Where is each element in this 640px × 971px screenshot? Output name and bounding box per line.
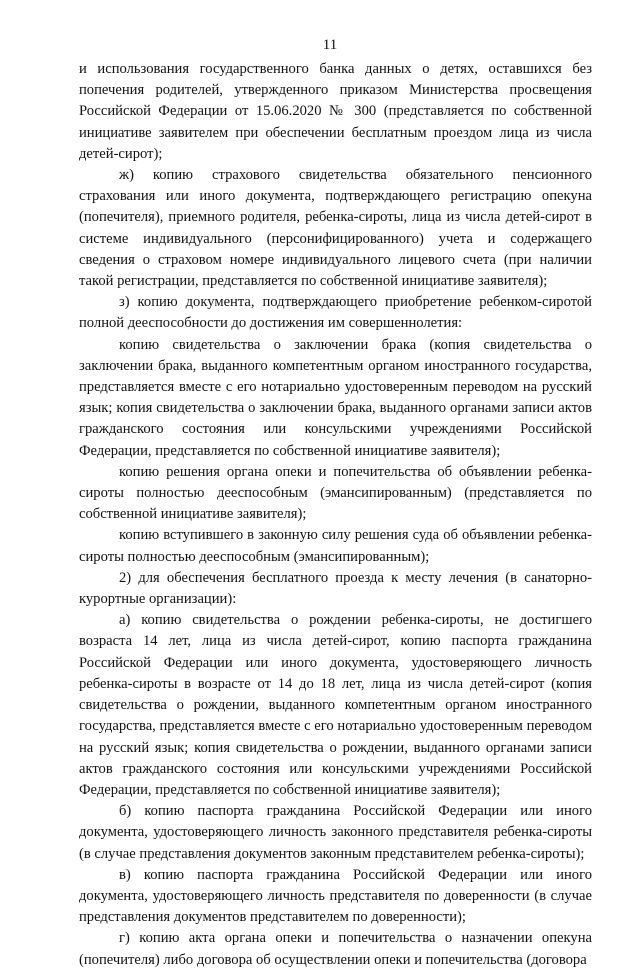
paragraph: копию решения органа опеки и попечительства об объявлении ребенка-сироты полностью дееспособным (эмансипированным) (представляется по собственной инициативе заявителя); [79, 463, 592, 523]
paragraph-item-g: г) копию акта органа опеки и попечительства о назначении опекуна (попечителя) либо договора об осуществлении опеки и попечительства (договора [79, 930, 592, 968]
document-body [79, 59, 592, 971]
paragraph-item-a: а) копию свидетельства о рождении ребенка-сироты, не достигшего возраста 14 лет, лица из числа детей-сирот, копию паспорта гражданина Российской Федерации или иного документа, удостоверяющего личность ребенка-сироты в возрасте от 14 до 18 лет, лица из числа детей-сирот (копия свидетельства о рождении, выданного компетентным органом иностранного государства, представляется вместе с его нотариально удостоверенным переводом на русский язык; копия свидетельства о рождении, выданного органами записи актов гражданского состояния или консульскими учреждениями Российской Федерации, представляется по собственной инициативе заявителя); [79, 612, 592, 798]
paragraph-item-2: 2) для обеспечения бесплатного проезда к месту лечения (в санаторно-курортные организации): [79, 569, 592, 608]
paragraph-item-v: в) копию паспорта гражданина Российской Федерации или иного документа, удостоверяющего личность представителя по доверенности (в случае представления документов представителем по доверенности); [79, 866, 592, 926]
paragraph: и использования государственного банка данных о детях, оставшихся без попечения родителей, утвержденного приказом Министерства просвещения Российской Федерации от 15.06.2020 № 300 (представляется по собственной инициативе заявителем при обеспечении бесплатным проездом лица из числа детей-сирот); [79, 61, 592, 162]
paragraph-item-z: з) копию документа, подтверждающего приобретение ребенком-сиротой полной дееспособности до достижения им совершеннолетия: [79, 294, 592, 332]
paragraph: копию вступившего в законную силу решения суда об объявлении ребенка-сироты полностью дееспособным (эмансипированным); [79, 527, 592, 565]
page-number: 11 [322, 37, 338, 53]
paragraph-item-b: б) копию паспорта гражданина Российской Федерации или иного документа, удостоверяющего личность законного представителя ребенка-сироты (в случае представления документов законным представителем ребенка-сироты); [79, 803, 592, 862]
paragraph: копию свидетельства о заключении брака (копия свидетельства о заключении брака, выданного компетентным органом иностранного государства, представляется вместе с его нотариально удостоверенным переводом на русский язык; копия свидетельства о заключении брака, выданного органами записи актов гражданского состояния или консульскими учреждениями Российской Федерации, представляется по собственной инициативе заявителя); [79, 336, 592, 459]
paragraph-item-zh: ж) копию страхового свидетельства обязательного пенсионного страхования или иного документа, подтверждающего регистрацию опекуна (попечителя), приемного родителя, ребенка-сироты, лица из числа детей-сирот в системе индивидуального (персонифицированного) учета и содержащего сведения о страховом номере индивидуального лицевого счета (при наличии такой регистрации, представляется по собственной инициативе заявителя); [79, 167, 592, 290]
